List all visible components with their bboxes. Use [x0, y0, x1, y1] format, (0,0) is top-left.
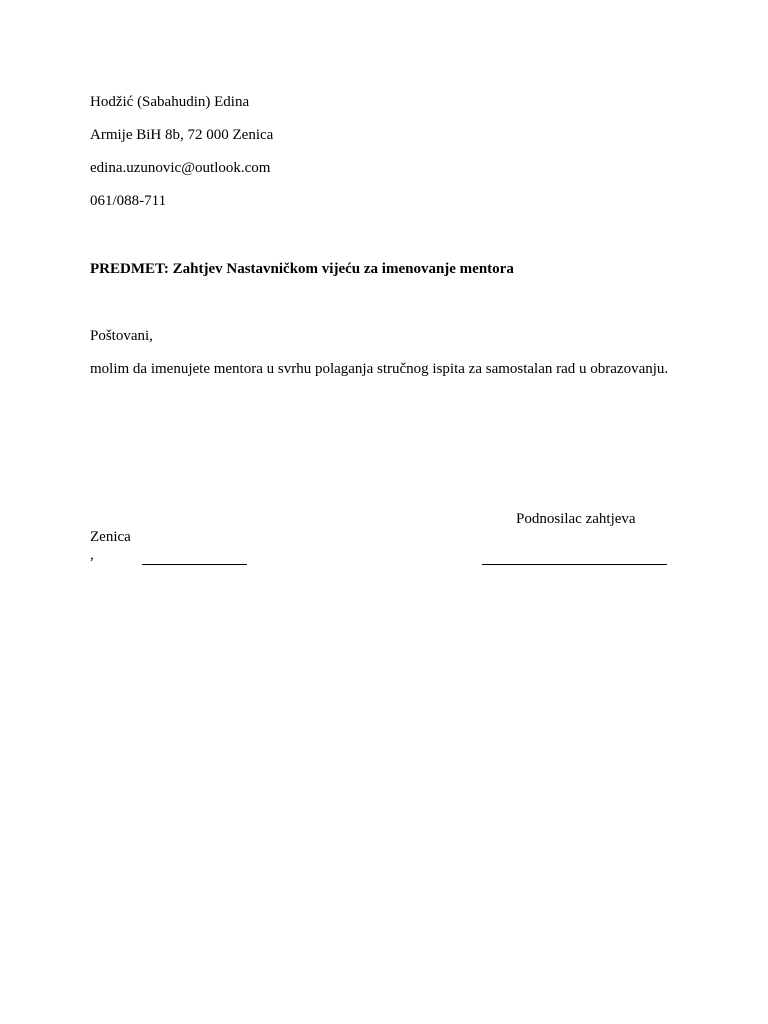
applicant-signature-line	[482, 564, 667, 565]
body-text: molim da imenujete mentora u svrhu polaganja stručnog ispita za samostalan rad u obrazovanju.	[90, 361, 669, 377]
applicant-label: Podnosilac zahtjeva	[516, 511, 636, 527]
subject-line: PREDMET: Zahtjev Nastavničkom vijeću za imenovanje mentora	[90, 261, 514, 277]
sender-name: Hodžić (Sabahudin) Edina	[90, 94, 250, 110]
sender-phone: 061/088-711	[90, 193, 167, 209]
sender-email: edina.uzunovic@outlook.com	[90, 160, 271, 176]
sender-address: Armije BiH 8b, 72 000 Zenica	[90, 127, 274, 143]
salutation: Poštovani,	[90, 328, 153, 344]
place-comma: ,	[90, 547, 94, 563]
date-signature-line	[142, 564, 247, 565]
place-label: Zenica	[90, 529, 131, 545]
